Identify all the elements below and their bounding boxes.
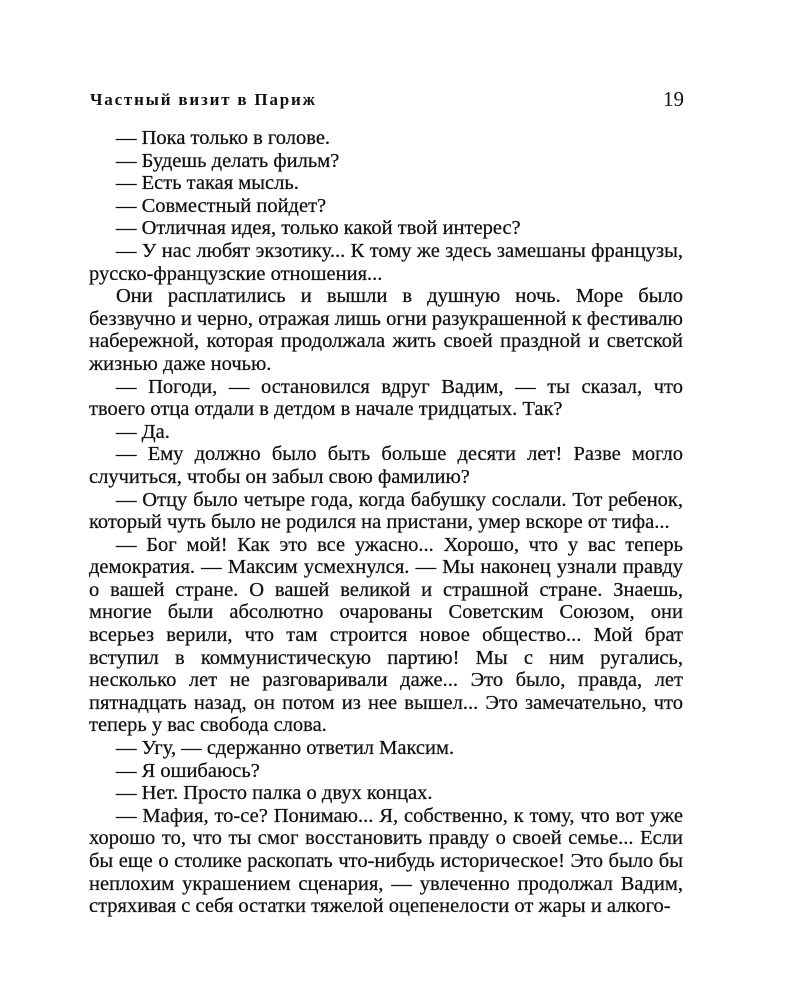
paragraph: — Да. xyxy=(116,420,170,443)
paragraph: — Ему должно было быть больше десяти лет! Разве могло случиться, чтобы он забыл свою фамилию? xyxy=(89,443,683,488)
running-head-title: Частный визит в Париж xyxy=(90,90,317,109)
paragraph: — Нет. Просто палка о двух концах. xyxy=(116,782,433,805)
paragraph: — Отцу было четыре года, когда бабушку сослали. Тот ребенок, который чуть было не родился на пристани, умер вскоре от тифа... xyxy=(89,488,683,534)
paragraph: — Угу, — сдержанно ответил Максим. xyxy=(116,737,455,760)
page-number: 19 xyxy=(663,87,684,111)
paragraph: — Совместный пойдет? xyxy=(116,194,327,217)
paragraph: — Погоди, — остановился вдруг Вадим, — ты сказал, что твоего отца отдали в детдом в начале тридцатых. Так? xyxy=(89,375,683,421)
paragraph: — Будешь делать фильм? xyxy=(116,149,340,172)
paragraph: — Отличная идея, только какой твой интерес? xyxy=(116,217,521,240)
paragraph: — Есть такая мысль. xyxy=(116,172,299,195)
paragraph: — У нас любят экзотику... К тому же здесь замешаны французы, русско-французские отношения... xyxy=(89,239,683,285)
paragraph: Они расплатились и вышли в душную ночь. Море было беззвучно и черно, отражая лишь огни разукрашенной к фестивалю набережной, которая продолжала жить своей праздной и светской жизнью даже ночью. xyxy=(89,285,683,375)
paragraph: — Мафия, то-се? Понимаю... Я, собственно, к тому, что вот уже хорошо то, что ты смог восстановить правду о своей семье... Если бы еще о столике раскопать что-нибудь историческое! Это было бы неплохим украшением сценария, — увлеченно продолжал Вадим, стряхивая с себя остатки тяжелой оцепенелости от жары и алкого- xyxy=(89,804,683,918)
body-text xyxy=(89,127,683,918)
paragraph: — Пока только в голове. xyxy=(116,127,331,149)
paragraph: — Бог мой! Как это все ужасно... Хорошо, что у вас теперь демократия. — Максим усмехнулся. — Мы наконец узнали правду о вашей стране. О вашей великой и страшной стране. Знаешь, многие были абсолютно очарованы Советским Союзом, они всерьез верили, что там строится новое общество... Мой брат вступил в коммунистическую партию! Мы с ним ругались, несколько лет не разговаривали даже... Это было, правда, лет пятнадцать назад, он потом из нее вышел... Это замечательно, что теперь у вас свобода слова. xyxy=(89,533,683,737)
paragraph: — Я ошибаюсь? xyxy=(116,759,260,782)
